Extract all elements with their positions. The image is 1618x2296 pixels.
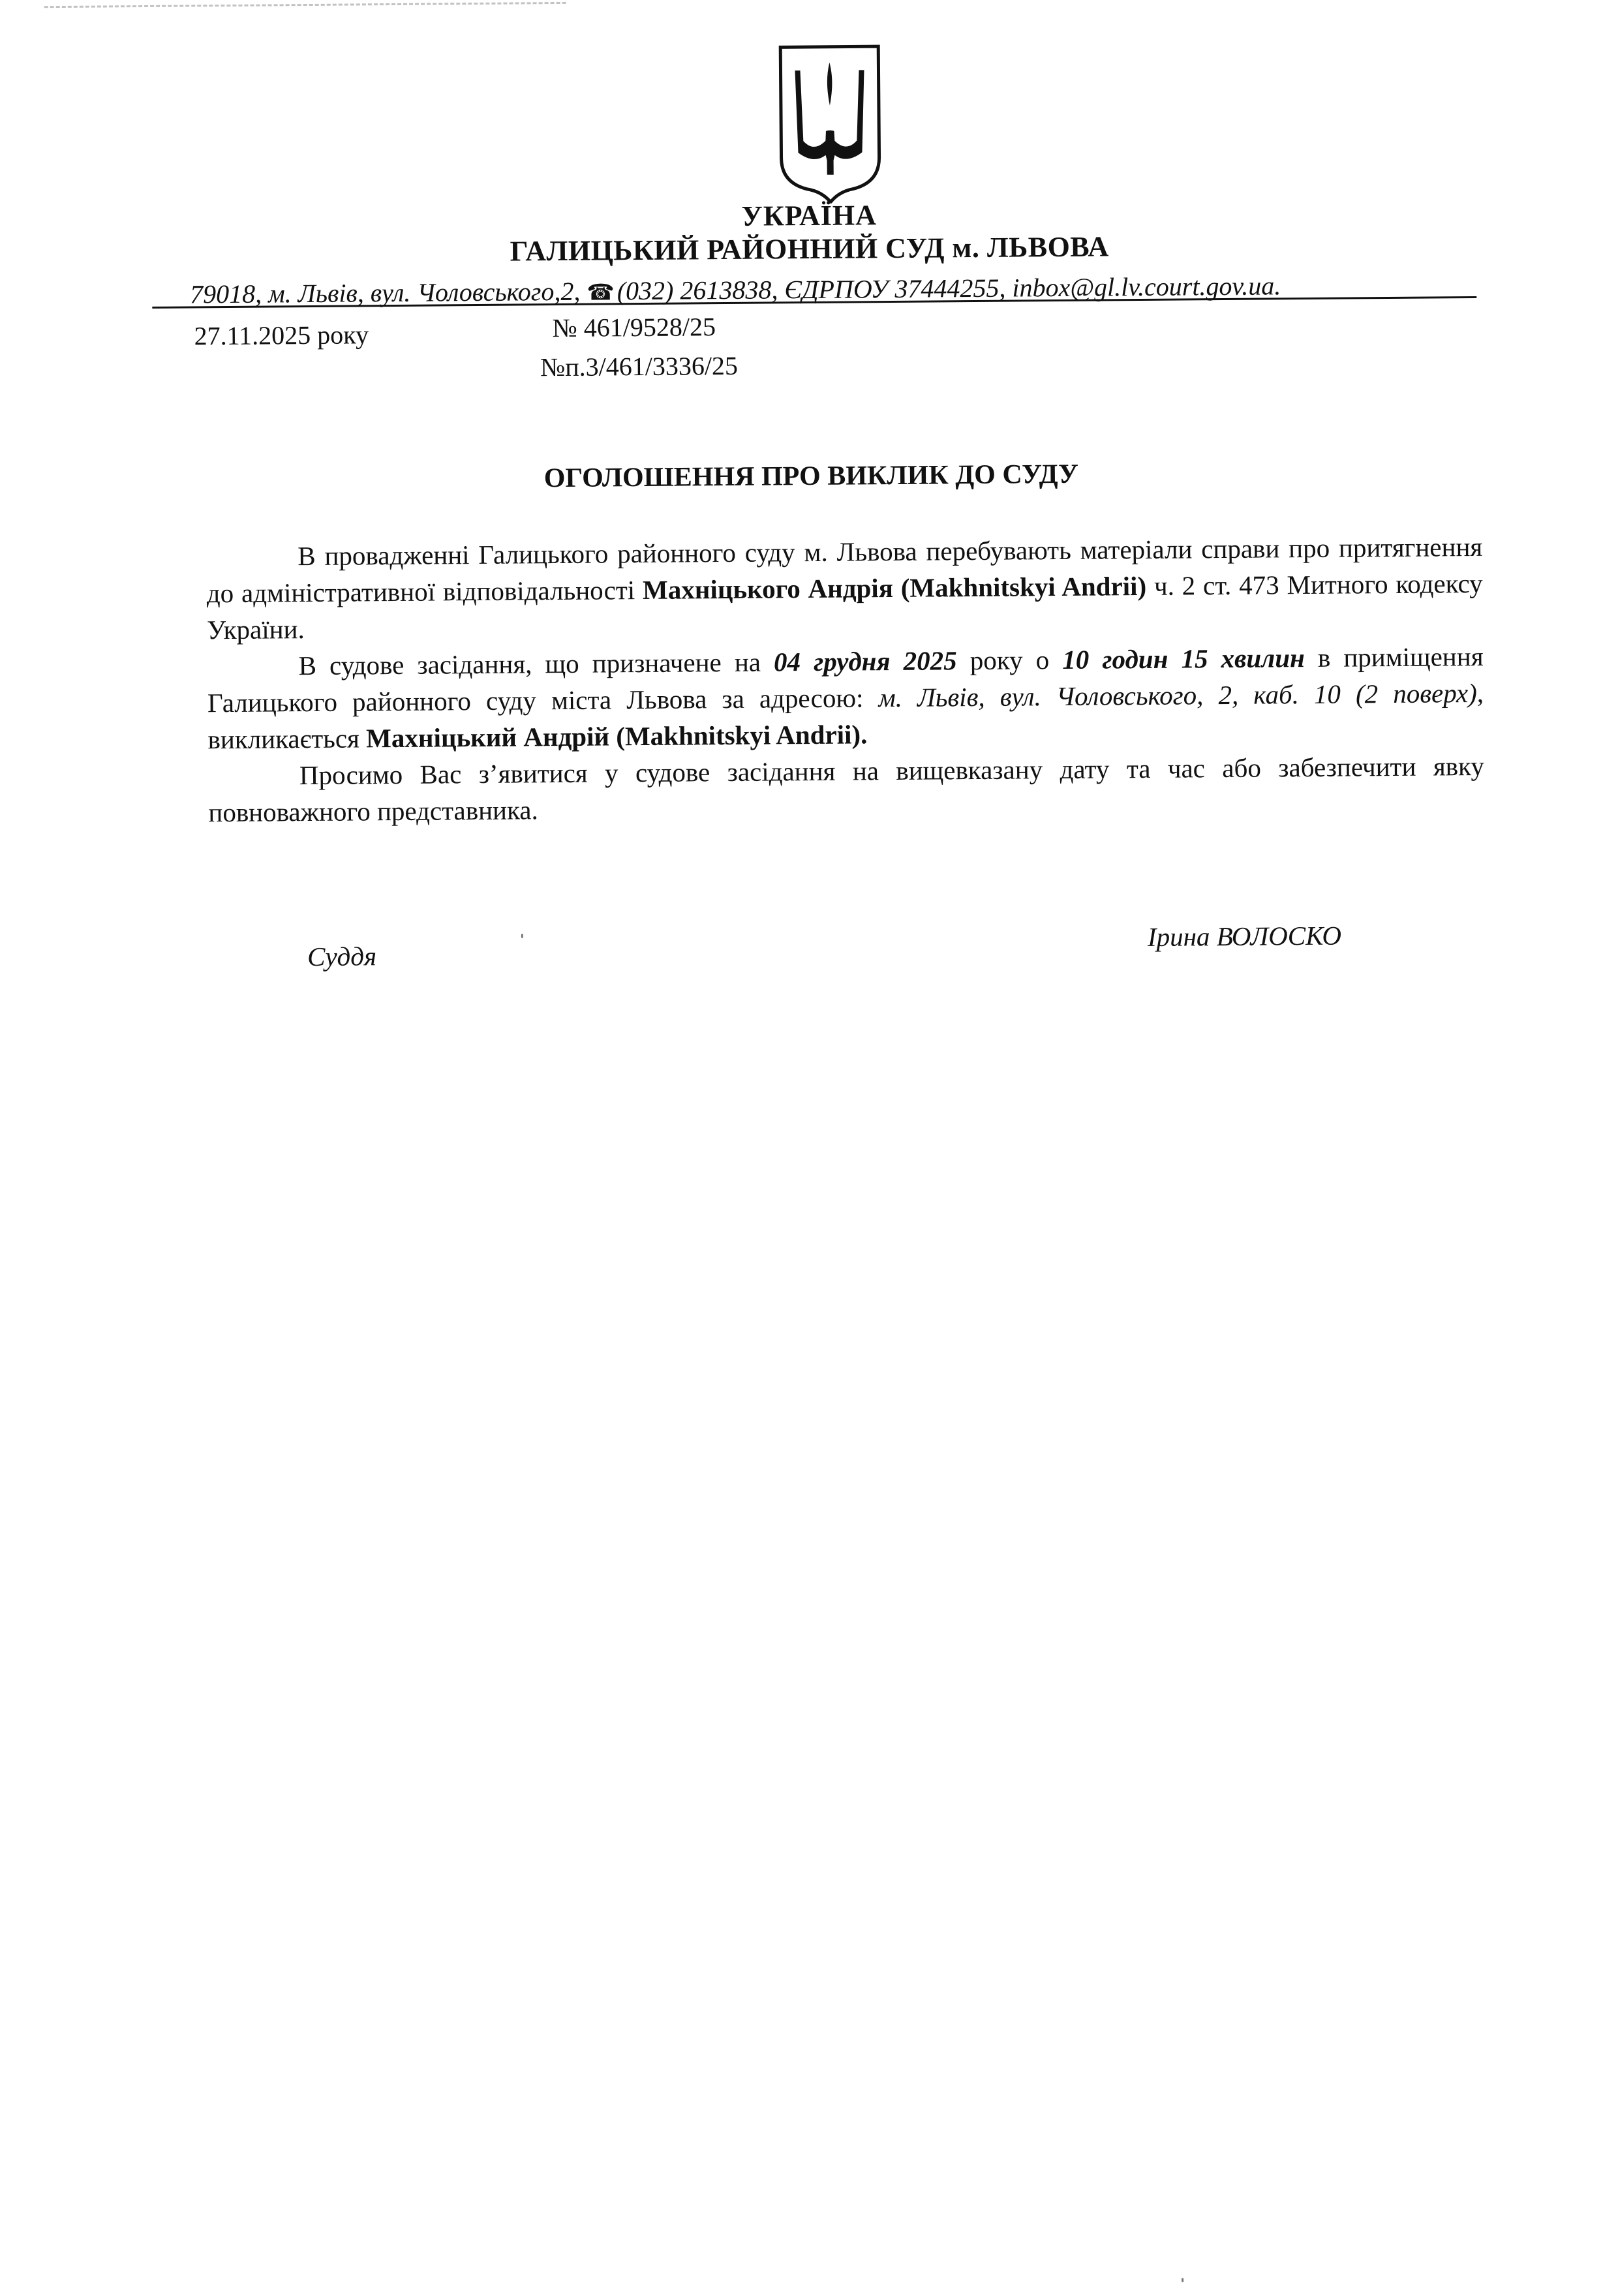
- hearing-date: 04 грудня 2025: [773, 645, 957, 677]
- paragraph-3: Просимо Вас з’явитися у судове засідання на вищевказану дату та час або забезпечити явку повноважного представника.: [208, 750, 1485, 828]
- scan-speck: [1182, 2278, 1183, 2282]
- p1-text: В провадженні Галицького районного суду м. Львова перебувають матеріали справи про притягнення до адміністративної відповідальності: [206, 531, 1483, 609]
- address-text: 79018, м. Львів, вул. Чоловського,2,: [189, 276, 581, 309]
- contact-text: (032) 2613838, ЄДРПОУ 37444255, inbox@gl.lv.court.gov.ua.: [617, 271, 1281, 306]
- signatory-role: Суддя: [307, 941, 377, 972]
- hearing-address: м. Львів, вул. Чоловського, 2, каб. 10 (2 поверх): [878, 677, 1477, 713]
- document-date: 27.11.2025 року: [194, 320, 369, 351]
- proceeding-number: №п.3/461/3336/25: [540, 350, 739, 382]
- defendant-name: Махніцького Андрія (Makhnitskyi Andrii): [642, 570, 1147, 605]
- hearing-time: 10 годин 15 хвилин: [1062, 643, 1305, 675]
- signatory-name: Ірина ВОЛОСКО: [1147, 920, 1342, 952]
- coat-of-arms-icon: [774, 42, 886, 204]
- case-number: № 461/9528/25: [552, 312, 716, 343]
- document-body: [206, 528, 1484, 831]
- summoned-person: Махніцький Андрій (Makhnitskyi Andrii).: [365, 719, 868, 754]
- scan-artifact-line: [44, 2, 566, 10]
- scan-speck: [521, 934, 523, 938]
- p1-text-end: ч. 2 ст. 473 Митного кодексу України.: [207, 568, 1483, 645]
- p2-text-venue: в приміщення Галицького районного суду міста Львова за адресою:: [207, 641, 1484, 718]
- p2-text-summons: , викликається: [207, 677, 1484, 755]
- court-address-line: [190, 269, 1488, 310]
- p2-text: В судове засідання, що призначене на: [298, 647, 774, 681]
- header-country: УКРАЇНА: [741, 199, 878, 232]
- header-court-name: ГАЛИЦЬКИЙ РАЙОННИЙ СУД м. ЛЬВОВА: [510, 230, 1109, 268]
- paragraph-2: [207, 638, 1484, 758]
- document-title: ОГОЛОШЕННЯ ПРО ВИКЛИК ДО СУДУ: [543, 459, 1079, 494]
- paragraph-1: [206, 528, 1483, 648]
- phone-icon: ☎: [587, 281, 615, 305]
- p2-text-mid: року о: [956, 644, 1063, 676]
